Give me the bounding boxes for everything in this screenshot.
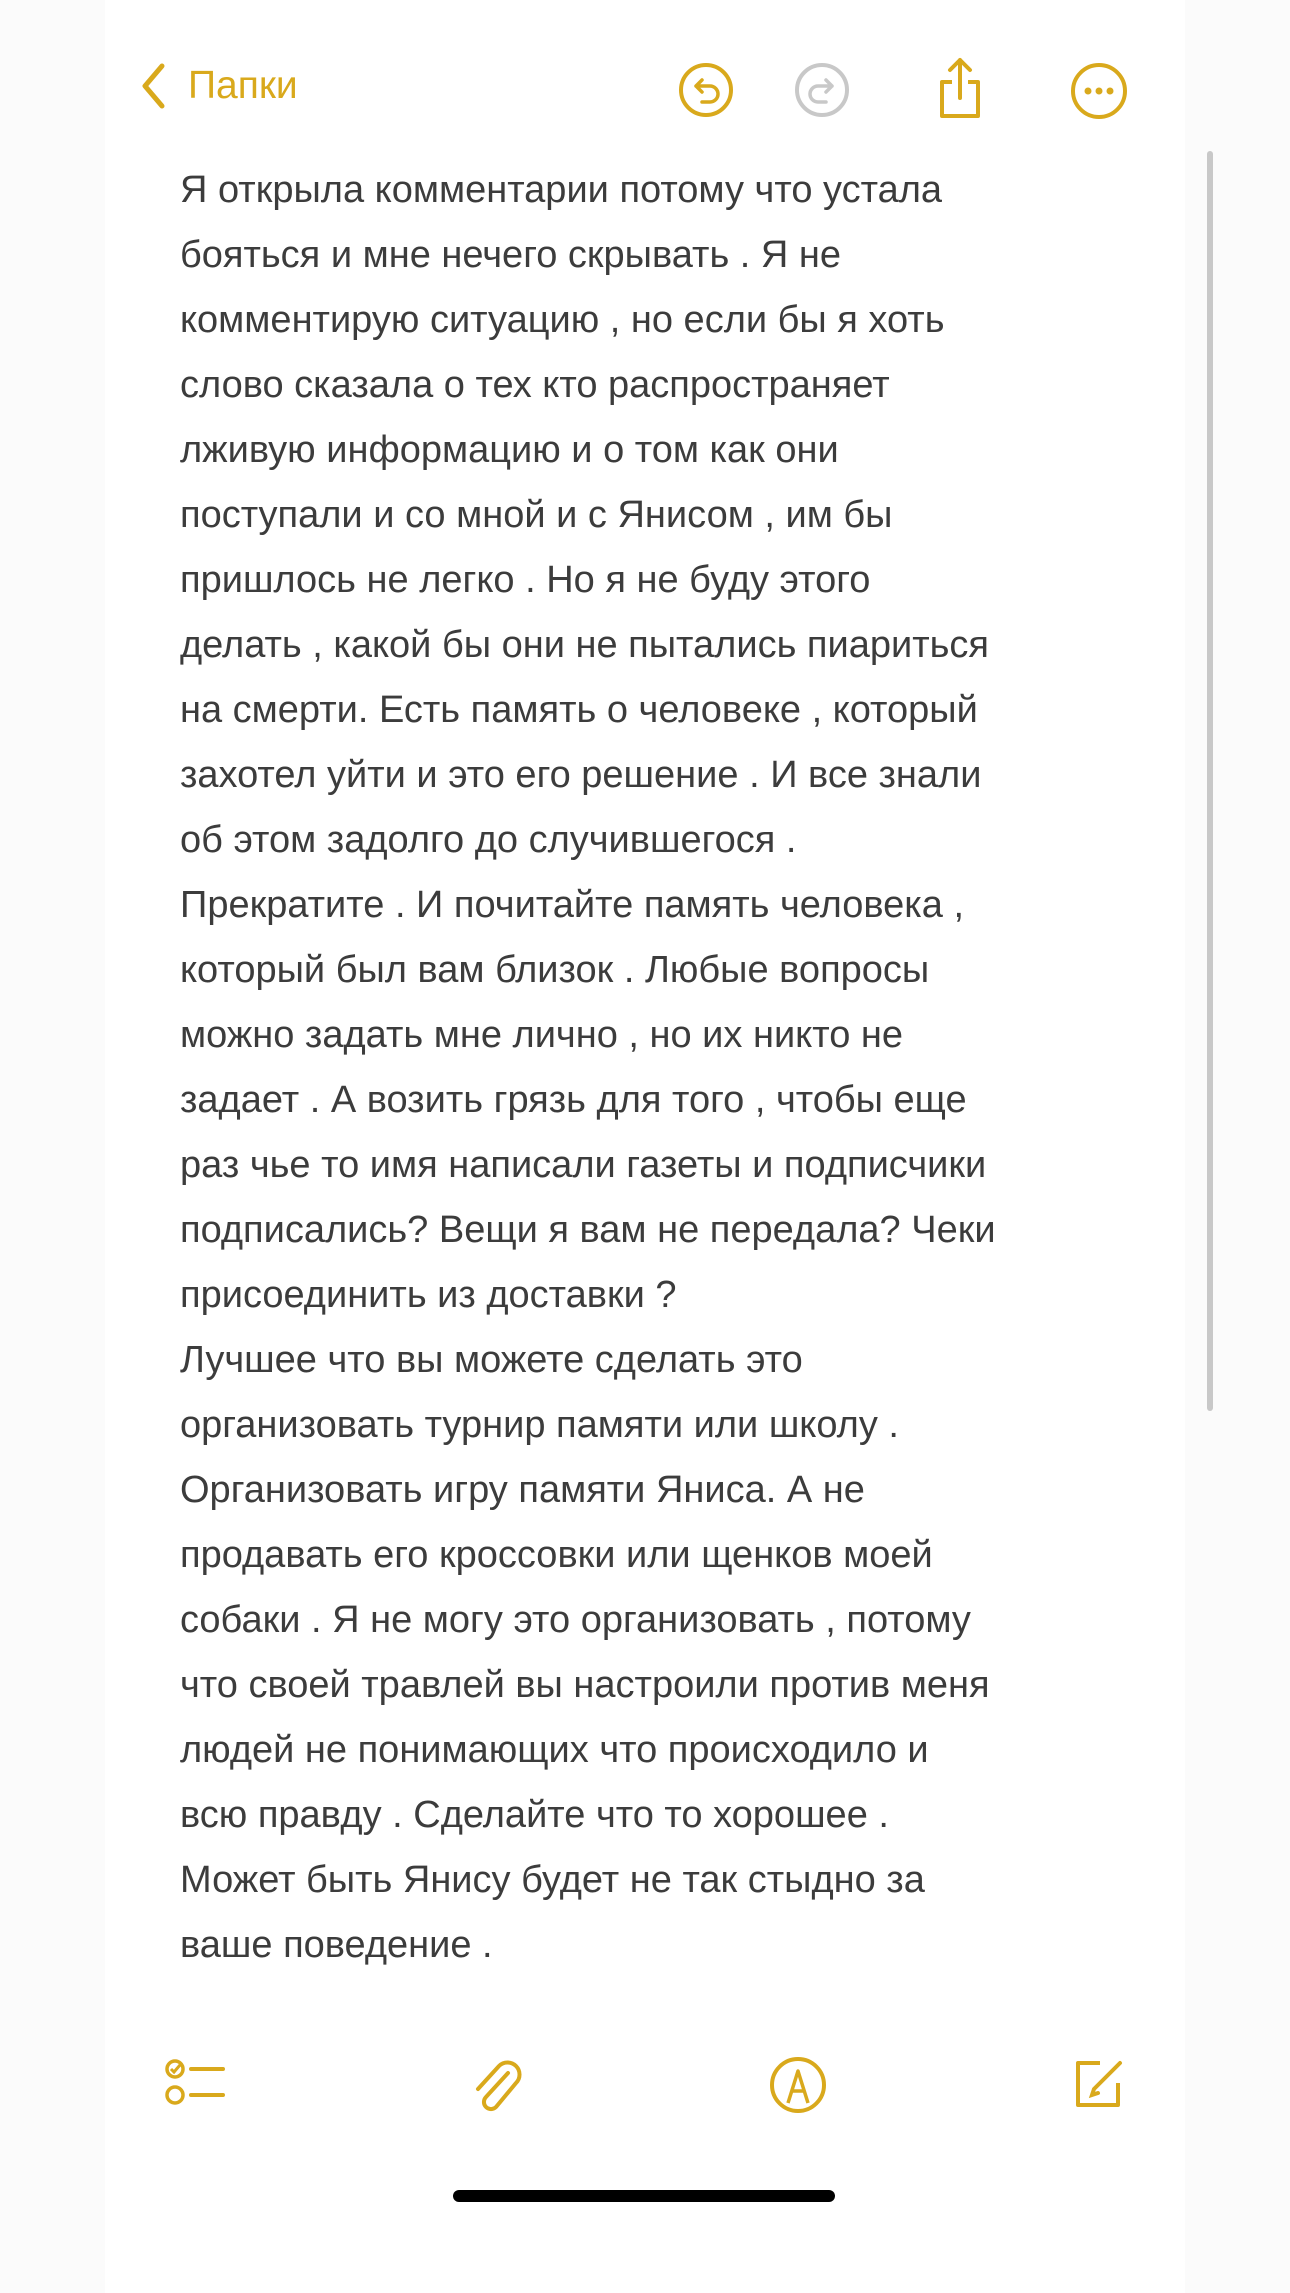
attachment-icon[interactable] <box>470 2055 526 2115</box>
note-line: бояться и мне нечего скрывать . Я не <box>180 234 842 276</box>
note-line: задает . А возить грязь для того , чтобы еще <box>180 1079 967 1121</box>
note-line: Может быть Янису будет не так стыдно за <box>180 1859 925 1901</box>
note-line: людей не понимающих что происходило и <box>180 1729 929 1771</box>
back-button[interactable] <box>140 62 298 110</box>
note-line: Я открыла комментарии потому что устала <box>180 169 943 211</box>
note-line: что своей травлей вы настроили против меня <box>180 1664 990 1706</box>
left-margin <box>0 0 105 2293</box>
note-line: делать , какой бы они не пытались пиариться <box>180 624 990 666</box>
note-line: Организовать игру памяти Яниса. А не <box>180 1469 865 1511</box>
scrollbar[interactable] <box>1207 151 1213 1411</box>
note-line: поступали и со мной и с Янисом , им бы <box>180 494 893 536</box>
redo-icon[interactable] <box>794 62 850 118</box>
note-line: захотел уйти и это его решение . И все знали <box>180 754 982 796</box>
note-line: организовать турнир памяти или школу . <box>180 1404 899 1446</box>
undo-icon[interactable] <box>678 62 734 118</box>
right-margin <box>1185 0 1290 2293</box>
home-indicator[interactable] <box>453 2190 835 2202</box>
note-body[interactable] <box>180 158 996 1978</box>
note-line: собаки . Я не могу это организовать , потому <box>180 1599 971 1641</box>
note-line: лживую информацию и о том как они <box>180 429 839 471</box>
markup-icon[interactable] <box>768 2055 828 2115</box>
note-line: продавать его кроссовки или щенков моей <box>180 1534 933 1576</box>
back-label: Папки <box>188 64 298 107</box>
note-line: Прекратите . И почитайте память человека , <box>180 884 965 926</box>
note-line: всю правду . Сделайте что то хорошее . <box>180 1794 889 1836</box>
note-line: подписались? Вещи я вам не передала? Чеки <box>180 1209 996 1251</box>
note-line: Лучшее что вы можете сделать это <box>180 1339 803 1381</box>
note-line: который был вам близок . Любые вопросы <box>180 949 930 991</box>
note-line: можно задать мне лично , но их никто не <box>180 1014 904 1056</box>
note-line: раз чье то имя написали газеты и подписчики <box>180 1144 987 1186</box>
note-line: комментирую ситуацию , но если бы я хоть <box>180 299 945 341</box>
chevron-left-icon <box>140 62 166 110</box>
note-line: на смерти. Есть память о человеке , который <box>180 689 978 731</box>
compose-icon[interactable] <box>1070 2055 1128 2113</box>
navigation-bar <box>0 50 1290 130</box>
note-line: присоединить из доставки ? <box>180 1274 677 1316</box>
note-line: пришлось не легко . Но я не буду этого <box>180 559 871 601</box>
share-icon[interactable] <box>934 56 986 122</box>
more-icon[interactable] <box>1070 62 1128 120</box>
note-line: об этом задолго до случившегося . <box>180 819 797 861</box>
checklist-icon[interactable] <box>163 2055 227 2111</box>
note-line: ваше поведение . <box>180 1924 493 1966</box>
note-line: слово сказала о тех кто распространяет <box>180 364 890 406</box>
